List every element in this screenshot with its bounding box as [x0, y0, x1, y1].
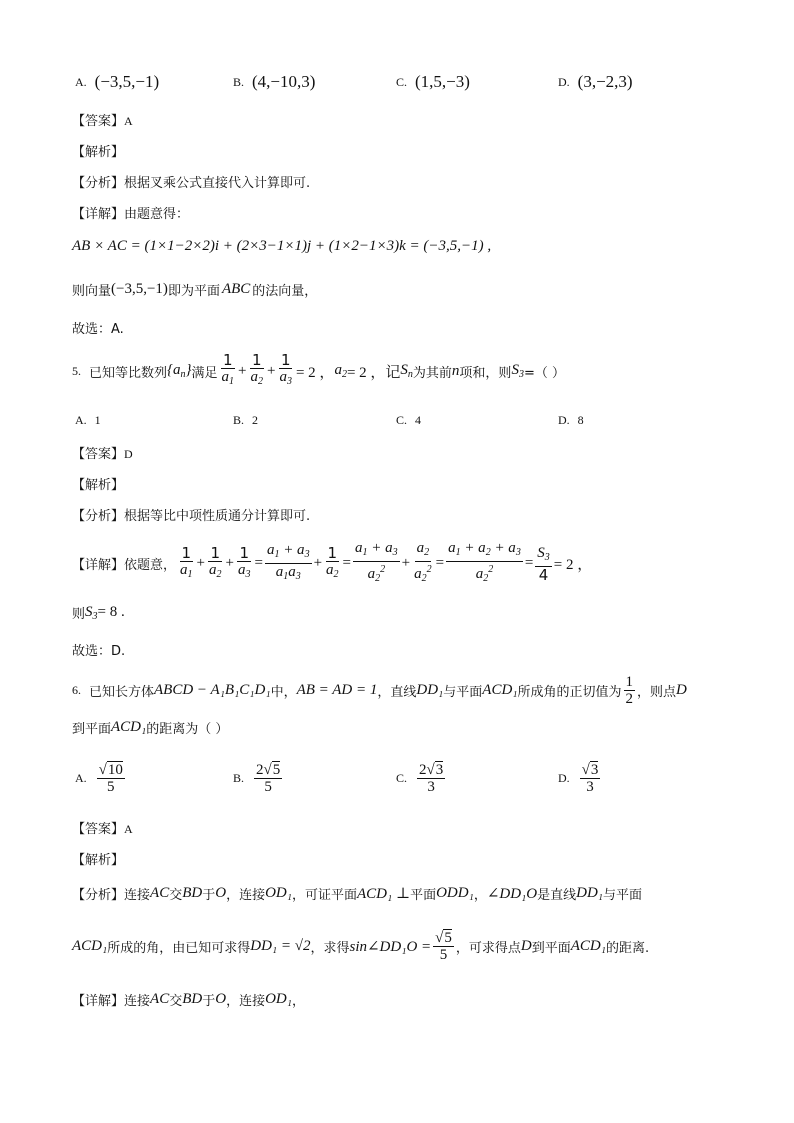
text: ，求得 [310, 941, 350, 956]
text: 与平面 [603, 888, 643, 903]
text: 与平面 [443, 685, 483, 700]
q6-fenxi-line1 [72, 884, 642, 903]
segment-od1: OD₁ [265, 885, 292, 901]
fraction: $\frac{a_1 + a_3}{a_1a_3}$ [266, 542, 310, 582]
answer-value: A [124, 822, 133, 836]
q4-option-a [75, 72, 159, 92]
q6-option-b [233, 762, 284, 795]
q4-cross-product-line: AB × AC = (1×1−2×2)i + (2×3−1×1)j + (1×2−1×3)k = (−3,5,−1) , [72, 238, 492, 254]
q4-option-b [233, 72, 315, 92]
option-label: D. [558, 74, 570, 89]
dd1-length: DD₁ = √2 [250, 938, 311, 954]
sine-expression: sin∠DD₁O = [349, 939, 432, 955]
q5-option-c [396, 413, 421, 428]
q5-then [72, 603, 125, 622]
segment-ac: AC [150, 885, 170, 901]
text: 平面 [410, 888, 437, 903]
fenxi-tag: 【分析】 [72, 888, 125, 903]
q5-option-a [75, 413, 101, 428]
s3: $S_3$ [85, 603, 98, 622]
a2-value: = 2 ，记 [346, 364, 401, 381]
fenxi-text: 根据叉乘公式直接代入计算即可. [124, 176, 311, 191]
text: ，连接 [226, 888, 266, 903]
fenxi-text: 根据等比中项性质通分计算即可. [124, 509, 311, 524]
text: 交 [169, 888, 183, 903]
fraction: $\frac{S_3}{4}$ [537, 544, 550, 584]
n-var: n [451, 362, 460, 379]
answer-tag: 【答案】 [72, 822, 125, 837]
q6-stem-line1 [72, 674, 687, 707]
option-value: (4,−10,3) [252, 72, 316, 91]
segment-od1: OD₁ [265, 991, 292, 1007]
q6-option-d [558, 762, 602, 795]
q5-fenxi [72, 505, 310, 524]
fraction: $\frac{1}{a_3}$ [237, 543, 251, 580]
text: ，则点 [637, 685, 677, 700]
q4-answer [72, 110, 133, 129]
text: 已知等比数列 [89, 365, 168, 381]
text: 于 [202, 888, 216, 903]
line-dd1: DD₁ [416, 682, 444, 698]
sequence: $\{a_n\}$ [167, 362, 192, 380]
option-label: A. [75, 74, 87, 89]
vector: (−3,5,−1) [111, 281, 168, 297]
text: ， [473, 888, 487, 903]
option-fraction: $\frac{2√3}{3}$ [419, 762, 444, 795]
option-value: (−3,5,−1) [94, 72, 160, 91]
xiangjie-tag: 【详解】 [72, 994, 125, 1009]
q6-fenxi-line2 [72, 930, 649, 963]
plane-acd1: ACD₁ [570, 938, 606, 954]
fraction: $\frac{1}{a_2}$ [209, 543, 222, 580]
option-fraction: $\frac{√10}{5}$ [98, 762, 123, 795]
angle: ∠DD₁O [486, 886, 538, 902]
question-number: 5. [72, 363, 81, 378]
text: 则向量 [72, 284, 112, 299]
q5-option-d [558, 413, 584, 428]
xiangjie-tag: 【详解】 [72, 207, 125, 222]
answer-value: A [124, 114, 133, 128]
segment-ac: AC [150, 991, 170, 1007]
option-label: B. [233, 413, 245, 427]
xiangjie-tag: 【详解】 [72, 558, 125, 573]
segment-bd: BD [182, 885, 203, 901]
option-fraction: $\frac{√3}{3}$ [581, 762, 599, 795]
text: 于 [202, 994, 216, 1009]
line-dd1: DD₁ [576, 885, 604, 901]
option-label: B. [233, 771, 245, 785]
text: 已知长方体 [89, 685, 155, 700]
plane-acd1: ACD₁ [72, 938, 108, 954]
option-label: A. [75, 771, 87, 785]
text: ， [291, 994, 305, 1009]
fraction: $\frac{1}{a_2}$ [250, 351, 263, 387]
plane-acd1: ACD₁ ⊥ [357, 886, 411, 902]
fenxi-tag: 【分析】 [72, 176, 125, 191]
q6-stem-line2 [72, 718, 228, 737]
text: 交 [169, 994, 183, 1009]
text: ，可求得点 [455, 941, 521, 956]
text: 连接 [124, 994, 151, 1009]
value: = 8 . [97, 604, 125, 620]
equation-tail: = 2 ， [295, 364, 335, 381]
q4-analysis-tag: 【解析】 [72, 145, 125, 160]
plane: ACD₁ [111, 719, 147, 735]
q6-analysis-tag: 【解析】 [72, 853, 125, 868]
q4-xiangjie [72, 203, 189, 222]
text: 满足 [191, 365, 218, 381]
text: ，可证平面 [291, 888, 357, 903]
fraction: $\frac{a_2}{a_2^2}$ [414, 540, 432, 584]
segment-bd: BD [182, 991, 203, 1007]
point-o: O [215, 885, 227, 901]
fraction: $\frac{a_1 + a_2 + a_3}{a_2^2}$ [448, 540, 521, 584]
fraction: $\frac{a_1 + a_3}{a_2^2}$ [355, 540, 398, 584]
q6-xiangjie [72, 990, 305, 1009]
plane: ACD₁ [482, 682, 518, 698]
q4-option-c [396, 72, 470, 92]
text: ，连接 [226, 994, 266, 1009]
q6-answer [72, 818, 133, 837]
text: 即为平面 [167, 284, 220, 299]
option-value: 8 [577, 413, 584, 427]
question-number: 6. [72, 683, 81, 697]
text: 的距离为（ ） [146, 722, 229, 737]
sn: $S_n$ [400, 362, 413, 380]
s3: $S_3$ [511, 362, 524, 380]
q4-fenxi [72, 172, 310, 191]
option-label: C. [396, 413, 408, 427]
point-d: D [520, 938, 532, 954]
q5-option-b [233, 413, 258, 428]
text: 则 [72, 607, 86, 622]
text: 到平面 [531, 941, 571, 956]
answer-tag: 【答案】 [72, 114, 125, 129]
text: 项和，则 [459, 365, 512, 381]
plane: ABC [221, 281, 251, 297]
q4-option-d [558, 72, 633, 92]
fraction: $\frac{1}{a_3}$ [279, 351, 292, 387]
q5-answer [72, 443, 133, 462]
text: 连接 [124, 888, 151, 903]
text: 的距离. [605, 941, 650, 956]
option-value: 2 [252, 413, 259, 427]
text: 到平面 [72, 722, 112, 737]
xiangjie-text: 依题意， [124, 558, 177, 573]
option-value: 1 [94, 413, 101, 427]
xiangjie-text: 由题意得： [124, 207, 190, 222]
fraction: $\frac{1}{a_1}$ [180, 543, 193, 580]
option-label: D. [558, 413, 570, 427]
q4-normal-vector-line [72, 280, 317, 299]
text: 的法向量， [252, 284, 318, 299]
text: ，直线 [377, 685, 417, 700]
fenxi-tag: 【分析】 [72, 509, 125, 524]
q6-option-c [396, 762, 447, 795]
answer-value: D [124, 447, 133, 461]
q4-choose: 故选：A. [72, 322, 124, 337]
option-value: (3,−2,3) [577, 72, 633, 91]
point-d: D [676, 682, 687, 698]
option-value: (1,5,−3) [415, 72, 470, 91]
lengths: AB = AD = 1 [296, 682, 378, 698]
q6-option-a [75, 762, 127, 795]
option-fraction: $\frac{2√5}{5}$ [256, 762, 281, 795]
option-label: B. [233, 74, 245, 89]
equation-end: = 2 ， [553, 557, 593, 573]
q5-choose: 故选：D. [72, 644, 126, 659]
fraction: $\frac{1}{a_2}$ [326, 543, 339, 580]
q5-stem: 5. 已知等比数列 $\{a_n\}$ 满足 $\frac{1}{a_1}$ + $\frac{1}{a_2}$ + $\frac{1}{a_3}$ = 2 ， $a_2$ = 2 ，记 $S_n$ 为其前 n 项和，则 $S_3$ =（ ） [72, 352, 565, 390]
text: 所成角的正切值为 [517, 685, 622, 700]
fraction: $\frac{1}{2}$ [625, 674, 634, 707]
option-label: C. [396, 74, 408, 89]
fraction: $\frac{√5}{5}$ [435, 930, 452, 963]
q5-analysis-tag: 【解析】 [72, 478, 125, 493]
text: 所成的角，由已知可求得 [107, 941, 251, 956]
text: 是直线 [537, 888, 577, 903]
text: 为其前 [412, 365, 452, 381]
answer-tag: 【答案】 [72, 447, 125, 462]
option-label: D. [558, 771, 570, 785]
plane-odd1: ODD₁ [436, 885, 474, 901]
a2: $a_2$ [334, 362, 347, 380]
fraction: $\frac{1}{a_1}$ [221, 351, 235, 387]
option-label: C. [396, 771, 408, 785]
option-value: 4 [415, 413, 422, 427]
blank: =（ ） [523, 365, 565, 381]
option-label: A. [75, 413, 87, 427]
text: 中， [270, 685, 297, 700]
q5-xiangjie: 【详解】 依题意， $\frac{1}{a_1}$ + $\frac{1}{a_2}$ + $\frac{1}{a_3}$ = $\frac{a_1 + a_3}{a_1a_3}$ + $\frac{1}{a_2}$ = $\frac{a_1 + a_3}{a_2^2}$ + $\frac{a_2}{a_2^2}$ = $\frac{a_1 + a_2 + a_3}{a_2^2}$ = $\frac{S_3}{4}$ = 2 ， [72, 540, 592, 587]
point-o: O [215, 991, 227, 1007]
solid: ABCD − A₁B₁C₁D₁ [154, 682, 271, 698]
